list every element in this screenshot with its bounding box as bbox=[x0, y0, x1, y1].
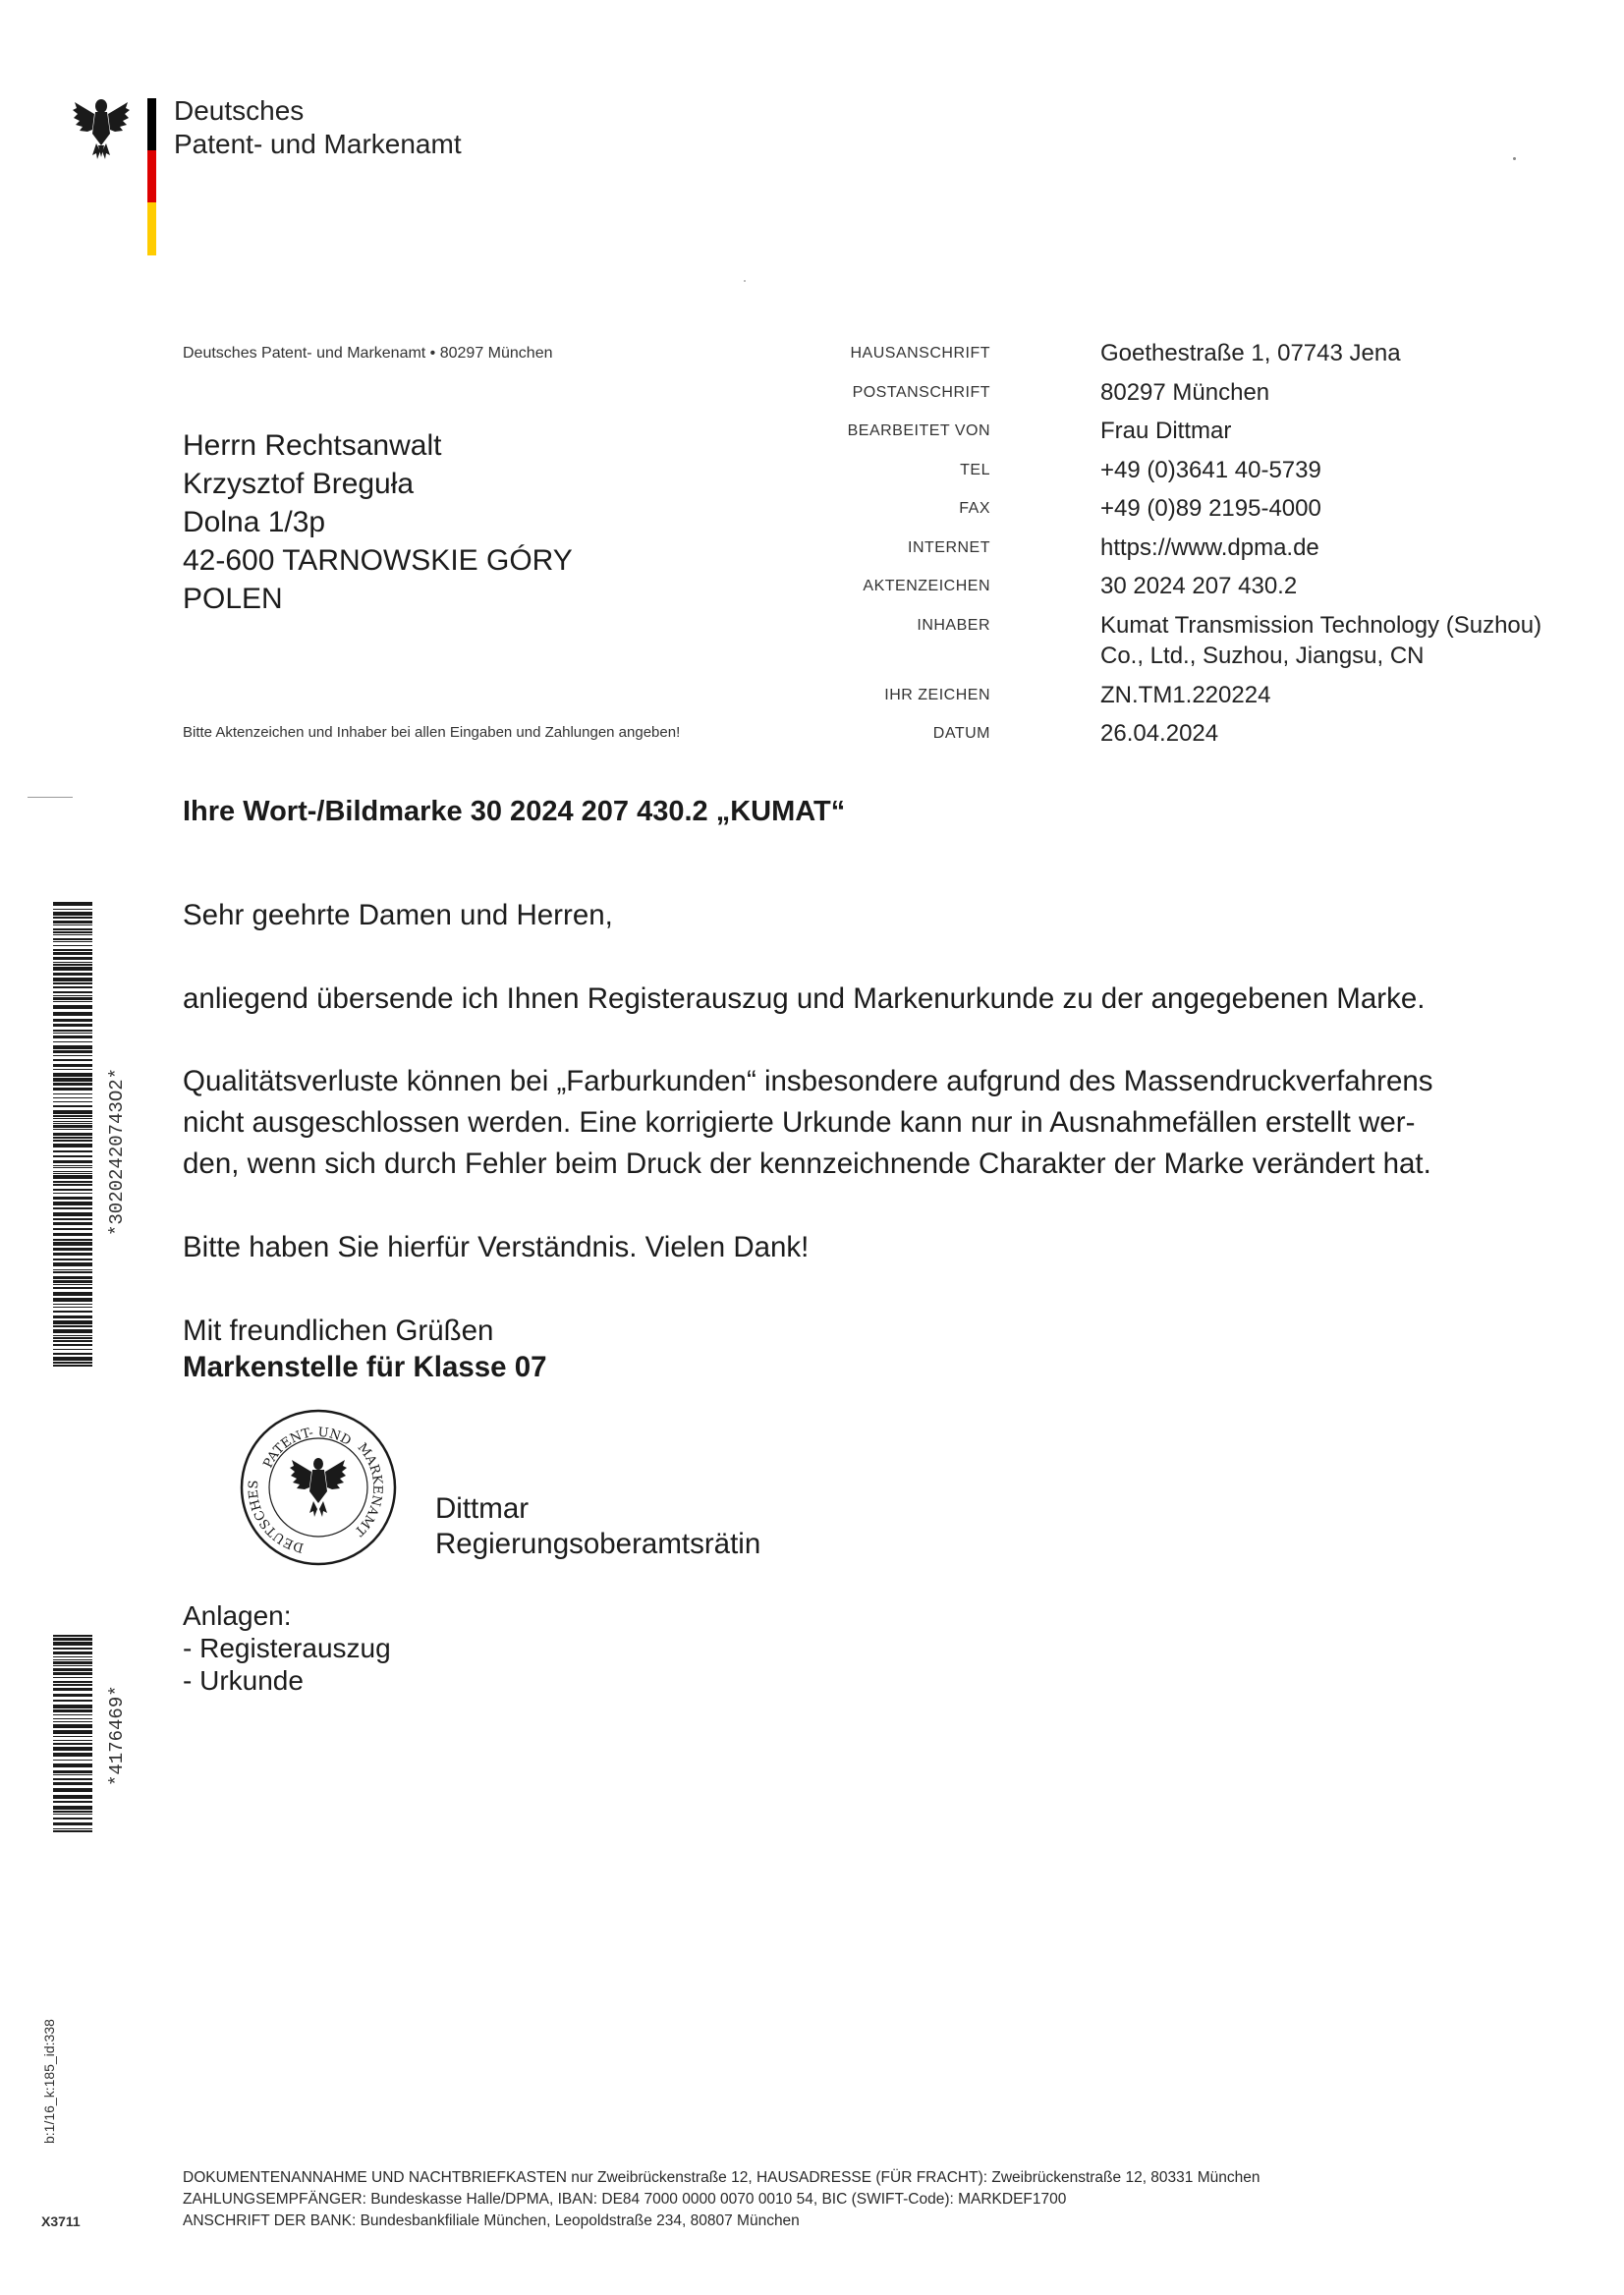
barcode-bar bbox=[53, 924, 92, 925]
barcode-bar bbox=[53, 1760, 92, 1761]
barcode-bar bbox=[53, 1050, 92, 1053]
barcode-bar bbox=[53, 1801, 92, 1803]
info-label: FAX bbox=[959, 500, 990, 517]
recipient-line: POLEN bbox=[183, 583, 283, 615]
barcode-bar bbox=[53, 1055, 92, 1056]
barcode-bar bbox=[53, 1115, 92, 1117]
barcode-bar bbox=[53, 1218, 92, 1220]
barcode-bar bbox=[53, 1753, 92, 1757]
barcode-bar bbox=[53, 1248, 92, 1251]
barcode-bar bbox=[53, 1233, 92, 1236]
barcode-bar bbox=[53, 1140, 92, 1142]
barcode-bar bbox=[53, 1684, 92, 1686]
barcode-bar bbox=[53, 1259, 92, 1260]
barcode-bar bbox=[53, 945, 92, 946]
barcode-bar bbox=[53, 1193, 92, 1194]
agency-name-line1: Deutsches bbox=[174, 95, 305, 126]
barcode-bar bbox=[53, 962, 92, 963]
barcode-bar bbox=[53, 1110, 92, 1114]
recipient-address bbox=[183, 426, 573, 618]
barcode-bar bbox=[53, 941, 92, 942]
barcode-bar bbox=[53, 1030, 92, 1032]
barcode-bar bbox=[53, 1069, 92, 1070]
barcode-bar bbox=[53, 1818, 92, 1819]
seal-text-right: MARKENAMT bbox=[351, 1440, 385, 1539]
barcode-bar bbox=[53, 1033, 92, 1034]
barcode-bar bbox=[53, 1262, 92, 1266]
barcode-bar bbox=[53, 1763, 92, 1767]
barcode-bar bbox=[53, 991, 92, 993]
barcode-bar bbox=[53, 1315, 92, 1318]
barcode-bar bbox=[53, 1788, 92, 1792]
barcode-bar bbox=[53, 952, 92, 955]
barcode-bar bbox=[53, 982, 92, 984]
info-label: INTERNET bbox=[908, 539, 990, 556]
barcode-bar bbox=[53, 1700, 92, 1702]
barcode-bar bbox=[53, 1093, 92, 1094]
attachments bbox=[183, 1599, 391, 1697]
barcode-bar bbox=[53, 1344, 92, 1346]
federal-eagle-icon bbox=[71, 94, 132, 163]
barcode-bar bbox=[53, 1280, 92, 1283]
barcode-bar bbox=[53, 1811, 92, 1813]
info-value: Goethestraße 1, 07743 Jena bbox=[1100, 340, 1401, 366]
barcode-bar bbox=[53, 1747, 92, 1751]
barcode-bar bbox=[53, 1101, 92, 1102]
info-label: BEARBEITET VON bbox=[847, 422, 990, 439]
barcode-bar bbox=[53, 1212, 92, 1216]
info-value: Frau Dittmar bbox=[1100, 418, 1232, 444]
barcode-bar bbox=[53, 1828, 92, 1829]
barcode-bar bbox=[53, 1269, 92, 1270]
recipient-line: Krzysztof Breguła bbox=[183, 468, 415, 500]
body-paragraph-line: den, wenn sich durch Fehler beim Druck der kennzeichnende Charakter der Marke verändert hat. bbox=[183, 1148, 1431, 1180]
barcode-bar bbox=[53, 978, 92, 981]
info-label: INHABER bbox=[917, 617, 990, 634]
agency-name-line2: Patent- und Markenamt bbox=[174, 129, 462, 159]
official-seal bbox=[238, 1407, 399, 1568]
barcode-bar bbox=[53, 949, 92, 951]
barcode-bar bbox=[53, 1167, 92, 1168]
barcode-bar bbox=[53, 1743, 92, 1745]
barcode-bar bbox=[53, 1656, 92, 1657]
barcode-bar bbox=[53, 1736, 92, 1737]
barcode-bar bbox=[53, 1064, 92, 1067]
barcode-bar bbox=[53, 1709, 92, 1712]
barcode-bar bbox=[53, 1353, 92, 1355]
recipient-line: 42-600 TARNOWSKIE GÓRY bbox=[183, 544, 573, 577]
barcode-bar bbox=[53, 1635, 92, 1637]
attachments-heading: Anlagen: bbox=[183, 1600, 292, 1631]
barcode-bar bbox=[53, 1688, 92, 1691]
info-label: TEL bbox=[960, 462, 990, 478]
info-label: POSTANSCHRIFT bbox=[852, 384, 990, 401]
national-colors-bar bbox=[147, 98, 156, 255]
barcode-bar bbox=[53, 1806, 92, 1810]
barcode-bar bbox=[53, 1830, 92, 1832]
closing-greeting: Mit freundlichen Grüßen bbox=[183, 1315, 494, 1347]
side-code: b:1/16_k:185_id:338 bbox=[41, 2019, 57, 2144]
barcode-bar bbox=[53, 964, 92, 966]
barcode-bar bbox=[53, 1638, 92, 1641]
body-paragraph-line: nicht ausgeschlossen werden. Eine korrigierte Urkunde kann nur in Ausnahmefällen erstellt wer- bbox=[183, 1106, 1416, 1139]
barcode-bar bbox=[53, 1171, 92, 1172]
barcode-document-text: *30202420743O2* bbox=[106, 1067, 128, 1236]
barcode-bar bbox=[53, 1325, 92, 1327]
form-code: X3711 bbox=[41, 2213, 81, 2229]
barcode-bar bbox=[53, 1822, 92, 1825]
barcode-bar bbox=[53, 1276, 92, 1279]
barcode-bar bbox=[53, 1814, 92, 1815]
barcode-bar bbox=[53, 1160, 92, 1163]
barcode-bar bbox=[53, 1133, 92, 1136]
barcode-bar bbox=[53, 1125, 92, 1128]
barcode-bar bbox=[53, 1740, 92, 1741]
barcode-bar bbox=[53, 1721, 92, 1722]
barcode-bar bbox=[53, 1024, 92, 1027]
barcode-bar bbox=[53, 934, 92, 935]
barcode-bar bbox=[53, 1651, 92, 1654]
barcode-bar bbox=[53, 1329, 92, 1333]
barcode-bar bbox=[53, 1045, 92, 1049]
info-value: +49 (0)3641 40-5739 bbox=[1100, 457, 1321, 483]
barcode-bar bbox=[53, 1012, 92, 1016]
closing bbox=[183, 1313, 547, 1385]
barcode-bar bbox=[53, 1774, 92, 1775]
barcode-bar bbox=[53, 1665, 92, 1666]
barcode-bar bbox=[53, 938, 92, 940]
barcode-bar bbox=[53, 1197, 92, 1200]
signatory-name: Dittmar bbox=[435, 1492, 530, 1525]
info-value: ZN.TM1.220224 bbox=[1100, 682, 1271, 708]
barcode-bar bbox=[53, 1239, 92, 1241]
barcode-bar bbox=[53, 1661, 92, 1664]
footer-line: DOKUMENTENANNAHME UND NACHTBRIEFKASTEN nur Zweibrückenstraße 12, HAUSADRESSE (FÜR FRACHT): Zweibrückenstraße 12, 80331 München bbox=[183, 2169, 1260, 2186]
barcode-bar bbox=[53, 1088, 92, 1091]
barcode-bar bbox=[53, 1672, 92, 1675]
info-label: HAUSANSCHRIFT bbox=[850, 345, 990, 362]
barcode-bar bbox=[53, 1365, 92, 1367]
barcode-bar bbox=[53, 1292, 92, 1296]
barcode-bar bbox=[53, 1173, 92, 1174]
barcode-bar bbox=[53, 1155, 92, 1157]
barcode-bar bbox=[53, 1714, 92, 1715]
attachment-item: - Urkunde bbox=[183, 1665, 304, 1696]
body-paragraph: anliegend übersende ich Ihnen Registerauszug und Markenurkunde zu der angegebenen Marke. bbox=[183, 982, 1426, 1015]
barcode-bar bbox=[53, 1005, 92, 1009]
barcode-bar bbox=[53, 986, 92, 988]
barcode-secondary-text: *4176469* bbox=[106, 1685, 128, 1786]
barcode-secondary bbox=[53, 1635, 92, 1835]
barcode-bar bbox=[53, 1202, 92, 1205]
barcode-bar bbox=[53, 1181, 92, 1183]
barcode-bar bbox=[53, 1189, 92, 1191]
letter-subject: Ihre Wort-/Bildmarke 30 2024 207 430.2 „KUMAT“ bbox=[183, 796, 846, 827]
scan-speck bbox=[744, 280, 746, 282]
barcode-bar bbox=[53, 1357, 92, 1361]
barcode-bar bbox=[53, 902, 92, 906]
info-value: https://www.dpma.de bbox=[1100, 534, 1319, 561]
info-label: DATUM bbox=[932, 725, 990, 742]
barcode-bar bbox=[53, 928, 92, 930]
barcode-bar bbox=[53, 1137, 92, 1139]
barcode-bar bbox=[53, 1121, 92, 1122]
seal-text-left: DEUTSCHES bbox=[246, 1480, 306, 1555]
barcode-bar bbox=[53, 917, 92, 919]
barcode-bar bbox=[53, 973, 92, 976]
barcode-bar bbox=[53, 1298, 92, 1302]
agency-name bbox=[174, 94, 462, 161]
barcode-bar bbox=[53, 967, 92, 971]
barcode-bar bbox=[53, 1287, 92, 1289]
barcode-bar bbox=[53, 1694, 92, 1697]
salutation: Sehr geehrte Damen und Herren, bbox=[183, 899, 613, 931]
barcode-bar bbox=[53, 1150, 92, 1152]
barcode-bar bbox=[53, 1724, 92, 1728]
barcode-bar bbox=[53, 957, 92, 960]
barcode-bar bbox=[53, 1730, 92, 1734]
info-label: IHR ZEICHEN bbox=[884, 687, 990, 703]
barcode-bar bbox=[53, 1059, 92, 1061]
barcode-bar bbox=[53, 1129, 92, 1130]
barcode-bar bbox=[53, 1307, 92, 1308]
barcode-bar bbox=[53, 995, 92, 996]
attachment-item: - Registerauszug bbox=[183, 1633, 391, 1663]
info-value-continued: Co., Ltd., Suzhou, Jiangsu, CN bbox=[1100, 643, 1425, 669]
barcode-bar bbox=[53, 1207, 92, 1209]
barcode-bar bbox=[53, 1659, 92, 1660]
barcode-bar bbox=[53, 1073, 92, 1077]
barcode-bar bbox=[53, 1175, 92, 1179]
barcode-bar bbox=[53, 1340, 92, 1342]
barcode-bar bbox=[53, 1705, 92, 1708]
barcode-bar bbox=[53, 1311, 92, 1313]
closing-department: Markenstelle für Klasse 07 bbox=[183, 1351, 547, 1383]
barcode-bar bbox=[53, 1782, 92, 1785]
signatory bbox=[435, 1491, 760, 1562]
barcode-bar bbox=[53, 1144, 92, 1148]
barcode-bar bbox=[53, 1349, 92, 1350]
info-value: 30 2024 207 430.2 bbox=[1100, 573, 1298, 599]
body-paragraph-line: Qualitätsverluste können bei „Farburkunden“ insbesondere aufgrund des Massendruckverfahrens bbox=[183, 1065, 1433, 1097]
barcode-bar bbox=[53, 1718, 92, 1719]
info-value: 26.04.2024 bbox=[1100, 720, 1219, 747]
barcode-bar bbox=[53, 1337, 92, 1339]
barcode-bar bbox=[53, 1041, 92, 1042]
barcode-bar bbox=[53, 1362, 92, 1364]
barcode-bar bbox=[53, 1105, 92, 1107]
barcode-bar bbox=[53, 1642, 92, 1646]
seal-eagle-icon bbox=[290, 1458, 347, 1517]
footer-line: ZAHLUNGSEMPFÄNGER: Bundeskasse Halle/DPMA, IBAN: DE84 7000 0000 0070 0010 54, BIC (SWIFT-Code): MARKDEF1700 bbox=[183, 2191, 1067, 2208]
seal-text-top: PATENT- UND bbox=[260, 1425, 354, 1471]
letter-footer bbox=[183, 2167, 1260, 2232]
barcode-bar bbox=[53, 921, 92, 924]
barcode-bar bbox=[53, 1677, 92, 1678]
recipient-line: Dolna 1/3p bbox=[183, 506, 326, 538]
barcode-bar bbox=[53, 931, 92, 933]
barcode-bar bbox=[53, 997, 92, 1000]
barcode-bar bbox=[53, 1335, 92, 1336]
barcode-bar bbox=[53, 1078, 92, 1082]
barcode-bar bbox=[53, 909, 92, 910]
barcode-bar bbox=[53, 1770, 92, 1773]
barcode-bar bbox=[53, 1304, 92, 1305]
sender-return-address: Deutsches Patent- und Markenamt • 80297 München bbox=[183, 345, 553, 362]
barcode-bar bbox=[53, 912, 92, 916]
footer-line: ANSCHRIFT DER BANK: Bundesbankfiliale München, Leopoldstraße 234, 80807 München bbox=[183, 2212, 800, 2229]
barcode-bar bbox=[53, 1253, 92, 1256]
barcode-bar bbox=[53, 1228, 92, 1230]
barcode-bar bbox=[53, 1795, 92, 1799]
barcode-bar bbox=[53, 1648, 92, 1650]
recipient-line: Herrn Rechtsanwalt bbox=[183, 429, 442, 462]
barcode-bar bbox=[53, 1284, 92, 1285]
info-label: AKTENZEICHEN bbox=[863, 578, 990, 594]
fold-mark bbox=[28, 797, 73, 798]
barcode-bar bbox=[53, 1320, 92, 1324]
barcode-bar bbox=[53, 1271, 92, 1273]
barcode-bar bbox=[53, 1668, 92, 1671]
body-paragraph: Bitte haben Sie hierfür Verständnis. Vielen Dank! bbox=[183, 1231, 810, 1263]
barcode-bar bbox=[53, 1778, 92, 1780]
barcode-bar bbox=[53, 1681, 92, 1683]
barcode-bar bbox=[53, 1242, 92, 1246]
info-value: 80297 München bbox=[1100, 379, 1270, 406]
barcode-bar bbox=[53, 1097, 92, 1098]
barcode-bar bbox=[53, 1083, 92, 1086]
barcode-bar bbox=[53, 1222, 92, 1225]
info-value: Kumat Transmission Technology (Suzhou) bbox=[1100, 612, 1542, 639]
barcode-bar bbox=[53, 1123, 92, 1124]
barcode-bar bbox=[53, 1184, 92, 1186]
barcode-document bbox=[53, 902, 92, 1370]
signatory-title: Regierungsoberamtsrätin bbox=[435, 1528, 761, 1560]
barcode-bar bbox=[53, 1001, 92, 1002]
reference-note: Bitte Aktenzeichen und Inhaber bei allen Eingaben und Zahlungen angeben! bbox=[183, 724, 681, 741]
scan-speck bbox=[1513, 157, 1516, 160]
info-value: +49 (0)89 2195-4000 bbox=[1100, 495, 1321, 522]
barcode-bar bbox=[53, 1165, 92, 1166]
barcode-bar bbox=[53, 1118, 92, 1119]
barcode-bar bbox=[53, 1036, 92, 1038]
barcode-bar bbox=[53, 1019, 92, 1022]
